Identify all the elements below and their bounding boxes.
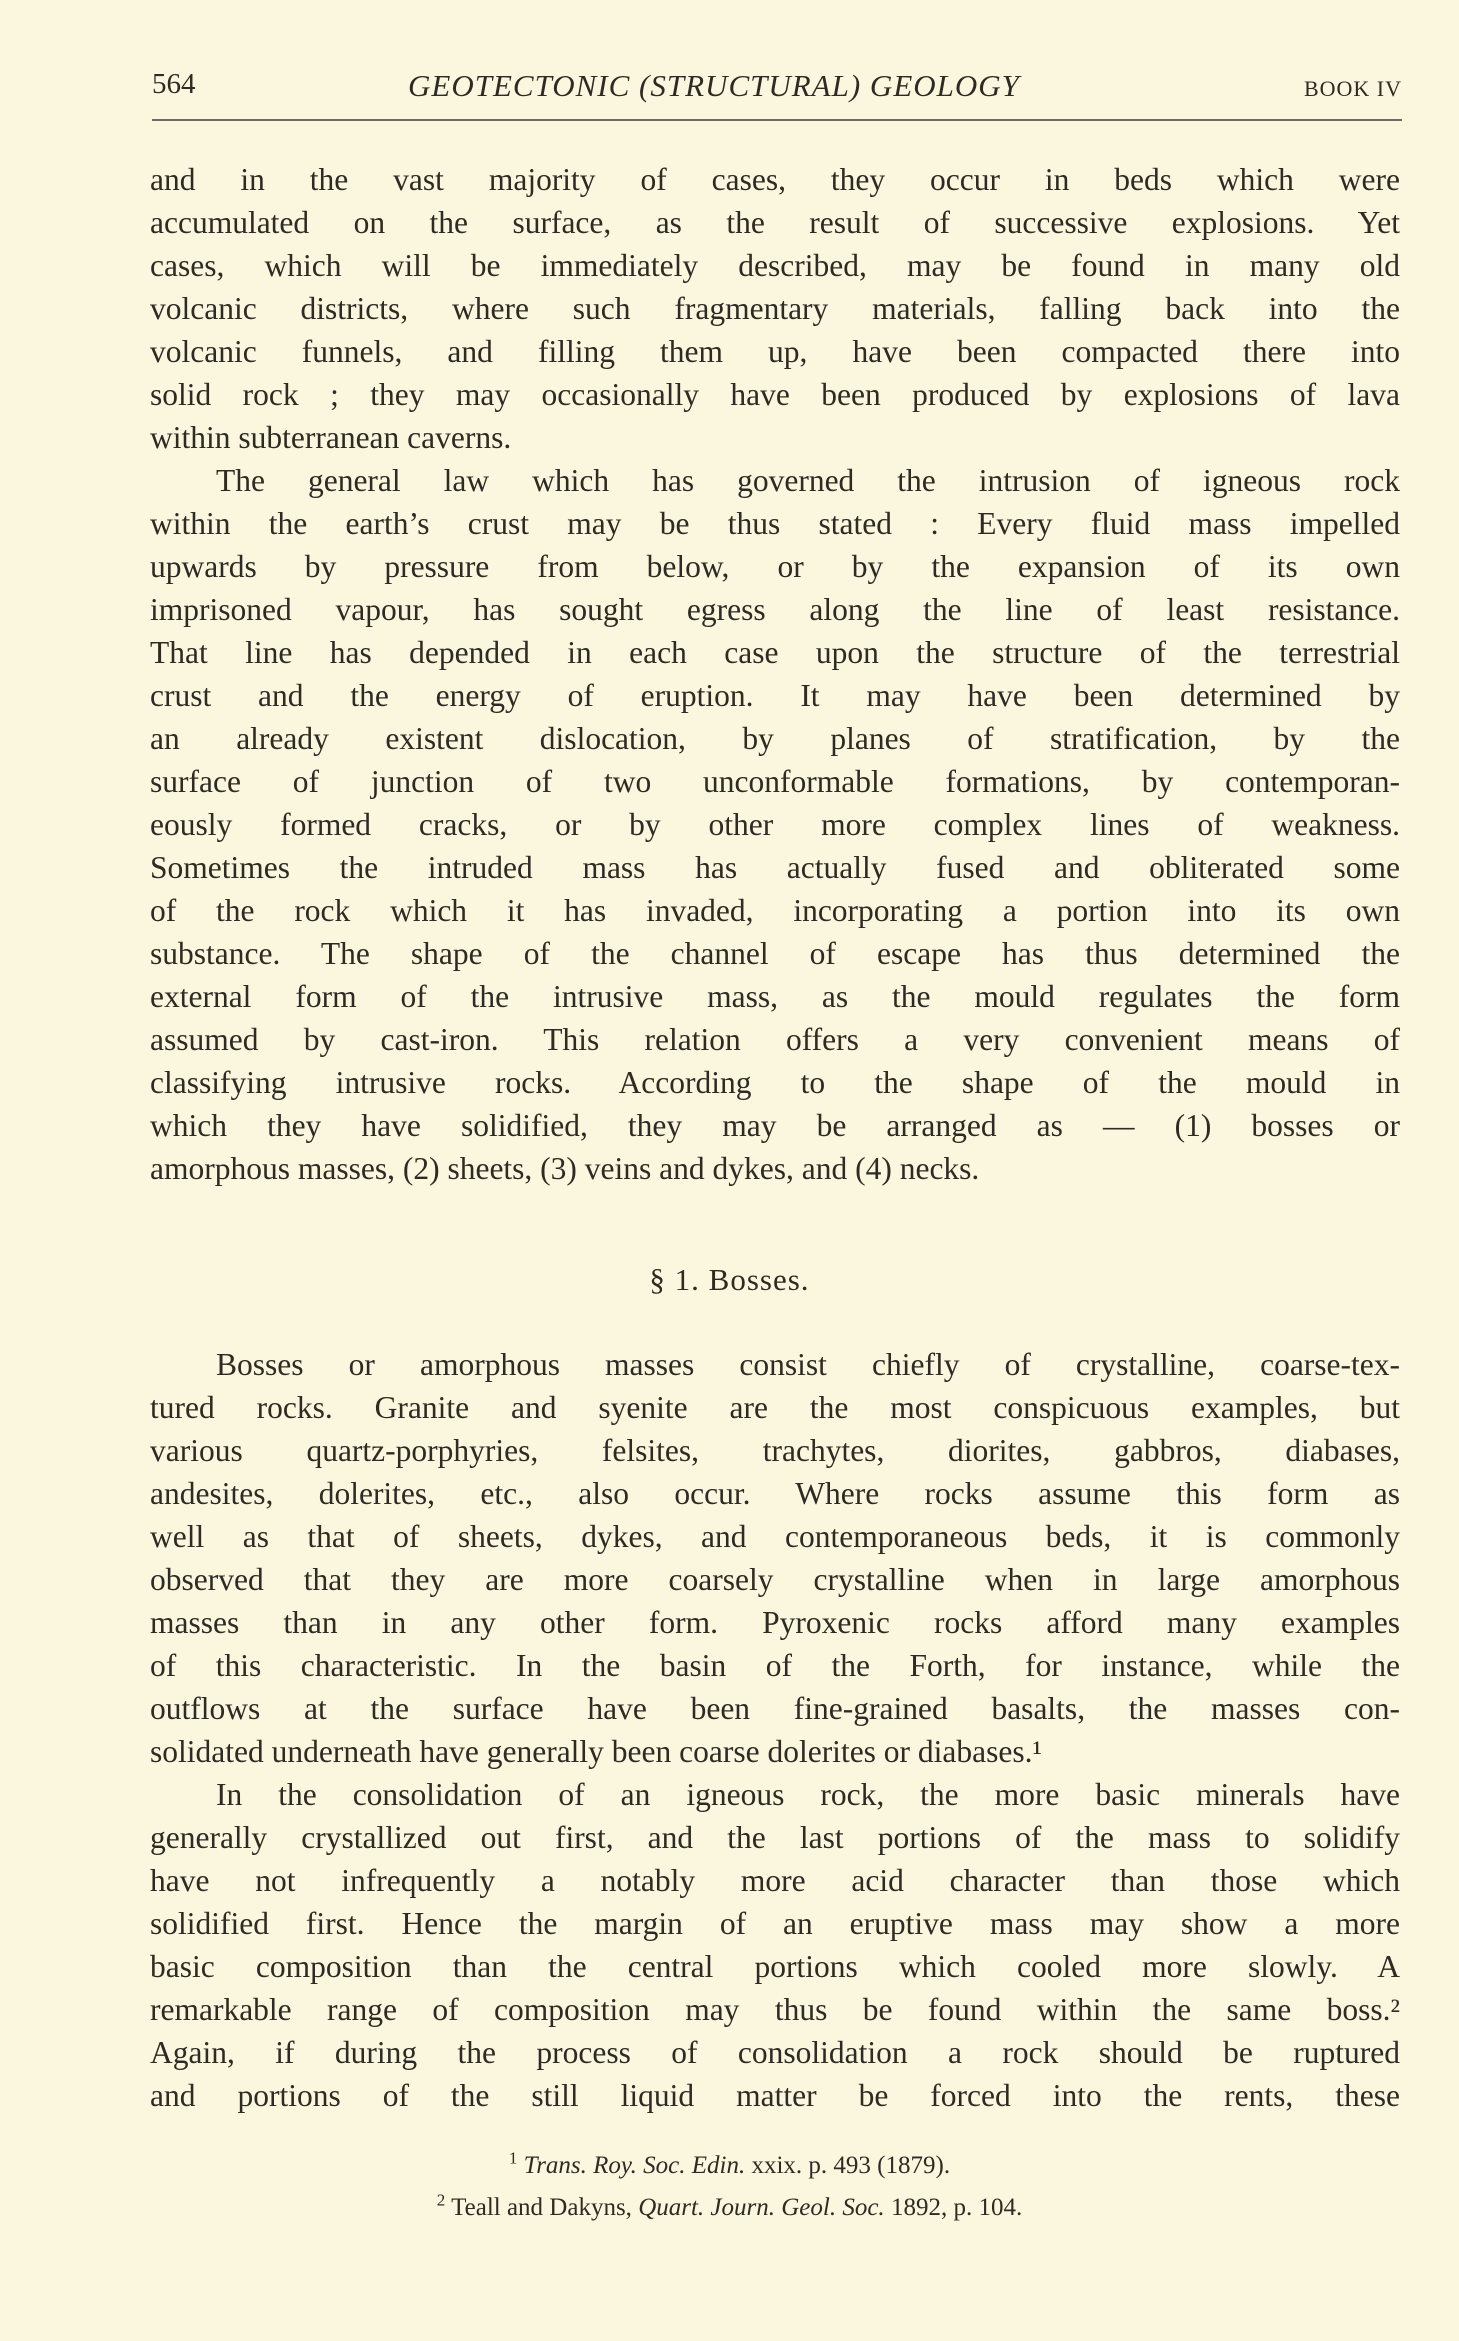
text-line: volcanic funnels, and filling them up, have been compacted there into	[150, 334, 1400, 369]
text-line: tured rocks. Granite and syenite are the most conspicuous examples, but	[150, 1390, 1400, 1425]
text-line: substance. The shape of the channel of escape has thus determined the	[150, 936, 1400, 971]
text-line: remarkable range of composition may thus be found within the same boss.²	[150, 1992, 1400, 2027]
text-line: have not infrequently a notably more acid character than those which	[150, 1863, 1400, 1898]
book-label: BOOK IV	[1303, 76, 1402, 101]
text-line: and in the vast majority of cases, they occur in beds which were	[150, 162, 1400, 197]
text-line: solidated underneath have generally been coarse dolerites or diabases.¹	[150, 1734, 1042, 1769]
text-line: well as that of sheets, dykes, and contemporaneous beds, it is commonly	[150, 1519, 1400, 1554]
text-line: eously formed cracks, or by other more complex lines of weakness.	[150, 807, 1400, 842]
text-line: Bosses or amorphous masses consist chiefly of crystalline, coarse-tex-	[216, 1347, 1400, 1382]
text-line: volcanic districts, where such fragmentary materials, falling back into the	[150, 291, 1400, 326]
text-line: assumed by cast-iron. This relation offers a very convenient means of	[150, 1022, 1400, 1057]
text-line: amorphous masses, (2) sheets, (3) veins and dykes, and (4) necks.	[150, 1151, 980, 1186]
text-line: imprisoned vapour, has sought egress along the line of least resistance.	[150, 592, 1400, 627]
text-line: crust and the energy of eruption. It may have been determined by	[150, 678, 1400, 713]
footnote-source: Trans. Roy. Soc. Edin.	[523, 2152, 746, 2179]
page-number: 564	[152, 68, 196, 100]
section-heading: § 1. Bosses.	[649, 1262, 810, 1297]
text-line: Again, if during the process of consolidation a rock should be ruptured	[150, 2035, 1400, 2070]
footnote-2	[0, 2190, 1459, 2222]
text-line: an already existent dislocation, by planes of stratification, by the	[150, 721, 1400, 756]
body-text-block-1	[150, 158, 1400, 1190]
text-line: Sometimes the intruded mass has actually fused and obliterated some	[150, 850, 1400, 885]
text-line: external form of the intrusive mass, as the mould regulates the form	[150, 979, 1400, 1014]
text-line: observed that they are more coarsely crystalline when in large amorphous	[150, 1562, 1400, 1597]
text-line: andesites, dolerites, etc., also occur. Where rocks assume this form as	[150, 1476, 1400, 1511]
footnote-detail: xxix. p. 493 (1879).	[745, 2152, 951, 2179]
text-line: outflows at the surface have been fine-grained basalts, the masses con-	[150, 1691, 1400, 1726]
footnote-authors: Teall and Dakyns,	[445, 2194, 639, 2221]
text-line: which they have solidified, they may be arranged as — (1) bosses or	[150, 1108, 1400, 1143]
header-rule	[152, 119, 1402, 121]
text-line: within subterranean caverns.	[150, 420, 512, 455]
footnote-mark: 2	[436, 2190, 446, 2210]
text-line: solid rock ; they may occasionally have been produced by explosions of lava	[150, 377, 1400, 412]
text-line: of the rock which it has invaded, incorporating a portion into its own	[150, 893, 1400, 928]
text-line: That line has depended in each case upon the structure of the terrestrial	[150, 635, 1400, 670]
footnote-mark: 1	[508, 2148, 518, 2168]
text-line: and portions of the still liquid matter be forced into the rents, these	[150, 2078, 1400, 2113]
text-line: surface of junction of two unconformable formations, by contemporan-	[150, 764, 1400, 799]
text-line: generally crystallized out first, and the last portions of the mass to solidify	[150, 1820, 1400, 1855]
text-line: basic composition than the central portions which cooled more slowly. A	[150, 1949, 1400, 1984]
running-title: GEOTECTONIC (STRUCTURAL) GEOLOGY	[408, 68, 1020, 103]
footnote-1	[0, 2148, 1459, 2180]
running-header	[152, 68, 1402, 112]
text-line: accumulated on the surface, as the result of successive explosions. Yet	[150, 205, 1400, 240]
footnote-source: Quart. Journ. Geol. Soc.	[638, 2194, 885, 2221]
body-text-block-2	[150, 1343, 1400, 2117]
text-line: various quartz-porphyries, felsites, trachytes, diorites, gabbros, diabases,	[150, 1433, 1400, 1468]
text-line: classifying intrusive rocks. According to the shape of the mould in	[150, 1065, 1400, 1100]
text-line: In the consolidation of an igneous rock, the more basic minerals have	[216, 1777, 1400, 1812]
text-line: masses than in any other form. Pyroxenic rocks afford many examples	[150, 1605, 1400, 1640]
text-line: The general law which has governed the intrusion of igneous rock	[216, 463, 1400, 498]
text-line: solidified first. Hence the margin of an eruptive mass may show a more	[150, 1906, 1400, 1941]
text-line: cases, which will be immediately described, may be found in many old	[150, 248, 1400, 283]
text-line: of this characteristic. In the basin of the Forth, for instance, while the	[150, 1648, 1400, 1683]
footnote-detail: 1892, p. 104.	[884, 2194, 1023, 2221]
text-line: within the earth’s crust may be thus stated : Every fluid mass impelled	[150, 506, 1400, 541]
text-line: upwards by pressure from below, or by the expansion of its own	[150, 549, 1400, 584]
